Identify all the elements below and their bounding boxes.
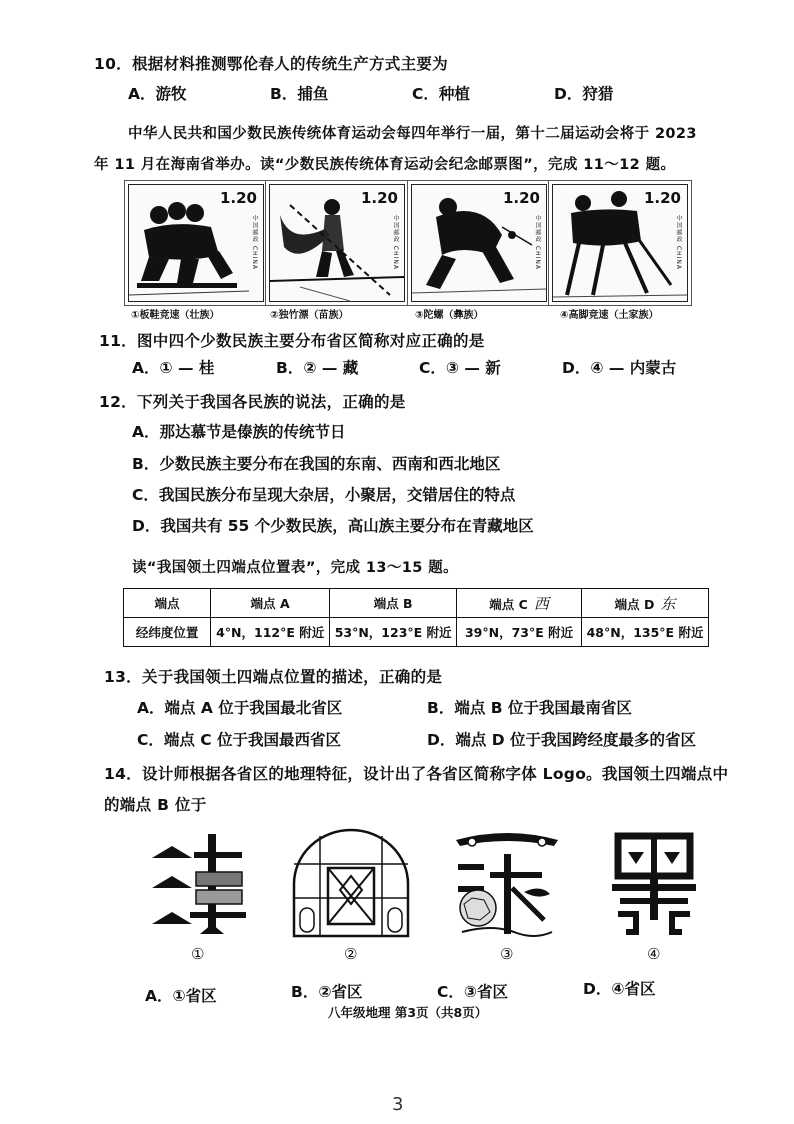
page-number: 3 <box>392 1094 404 1115</box>
material-2: 读“我国领土四端点位置表”，完成 13～15 题。 <box>132 560 459 576</box>
stamp-1 <box>128 184 264 302</box>
stamp-2 <box>269 184 405 302</box>
table-cell: 48°N，135°E 附近 <box>582 618 709 647</box>
logo-4-number: ④ <box>647 945 661 963</box>
table-cell: 53°N，123°E 附近 <box>330 618 457 647</box>
q14-option-d: D．④省区 <box>583 980 656 998</box>
page-footer: 八年级地理 第3页（共8页） <box>328 1005 488 1020</box>
q12-stem: 12．下列关于我国各民族的说法，正确的是 <box>99 393 406 411</box>
stamp-3-caption: ③陀螺（彝族） <box>415 310 484 321</box>
logo-2-icon <box>290 828 412 940</box>
material-1-line2: 年 11 月在海南省举办。读“少数民族传统体育运动会纪念邮票图”，完成 11～12 题。 <box>94 157 676 173</box>
table-cell: 4°N，112°E 附近 <box>211 618 330 647</box>
q13-option-d: D．端点 D 位于我国跨经度最多的省区 <box>427 731 697 749</box>
table-cell: 经纬度位置 <box>124 618 211 647</box>
handwritten-east: 东 <box>660 594 676 613</box>
table-header-label: 端点 D <box>614 596 655 612</box>
q13-option-c: C．端点 C 位于我国最西省区 <box>137 731 342 749</box>
q12-option-d: D．我国共有 55 个少数民族，高山族主要分布在青藏地区 <box>132 517 534 535</box>
q14-stem-line1: 14．设计师根据各省区的地理特征，设计出了各省区简称字体 Logo。我国领土四端点中 <box>104 765 729 783</box>
table-header-row <box>124 589 709 618</box>
logo-3-number: ③ <box>500 945 514 963</box>
q14-option-a: A．①省区 <box>145 987 217 1005</box>
stamp-4-price: 1.20 <box>643 189 681 207</box>
q12-option-c: C．我国民族分布呈现大杂居，小聚居，交错居住的特点 <box>132 486 516 504</box>
q11-option-d: D．④ — 内蒙古 <box>562 359 677 377</box>
q13-option-a: A．端点 A 位于我国最北省区 <box>137 699 343 717</box>
table-header-cell: 端点 <box>124 589 211 618</box>
stamp-1-country: 中国邮政 CHINA <box>251 215 258 270</box>
q10-option-d: D．狩猎 <box>554 85 614 103</box>
q13-stem: 13．关于我国领土四端点位置的描述，正确的是 <box>104 668 443 686</box>
q11-stem: 11．图中四个少数民族主要分布省区简称对应正确的是 <box>99 332 485 350</box>
q12-option-b: B．少数民族主要分布在我国的东南、西南和西北地区 <box>132 455 501 473</box>
table-header-cell <box>582 589 709 618</box>
stamp-1-price: 1.20 <box>219 189 257 207</box>
q11-option-c: C．③ — 新 <box>419 359 501 377</box>
stamp-4 <box>552 184 688 302</box>
stamp-4-country: 中国邮政 CHINA <box>675 215 682 270</box>
q11-option-a: A．① — 桂 <box>132 359 215 377</box>
q10-stem: 10．根据材料推测鄂伦春人的传统生产方式主要为 <box>94 55 448 73</box>
stamp-3 <box>411 184 547 302</box>
q13-option-b: B．端点 B 位于我国最南省区 <box>427 699 632 717</box>
table-header-cell: 端点 B <box>330 589 457 618</box>
stamp-3-price: 1.20 <box>502 189 540 207</box>
table-header-cell <box>457 589 582 618</box>
stamp-2-caption: ②独竹漂（苗族） <box>270 310 349 321</box>
stamp-strip <box>124 184 690 304</box>
logo-4-icon <box>606 828 702 940</box>
q14-option-c: C．③省区 <box>437 983 508 1001</box>
q14-option-b: B．②省区 <box>291 983 363 1001</box>
table-row <box>124 618 709 647</box>
endpoints-table <box>123 588 709 647</box>
q11-option-b: B．② — 藏 <box>276 359 359 377</box>
q10-option-b: B．捕鱼 <box>270 85 329 103</box>
logo-3-icon <box>452 828 562 940</box>
stamp-1-caption: ①板鞋竞速（壮族） <box>131 310 220 321</box>
table-header-cell: 端点 A <box>211 589 330 618</box>
stamp-2-country: 中国邮政 CHINA <box>392 215 399 270</box>
q10-option-c: C．种植 <box>412 85 470 103</box>
stamp-3-country: 中国邮政 CHINA <box>534 215 541 270</box>
material-1-line1: 中华人民共和国少数民族传统体育运动会每四年举行一届，第十二届运动会将于 2023 <box>128 126 697 142</box>
table-header-label: 端点 C <box>489 596 528 612</box>
stamp-4-caption: ④高脚竞速（土家族） <box>560 310 659 321</box>
logo-2-number: ② <box>344 945 358 963</box>
logo-1-icon <box>150 828 260 940</box>
logo-1-number: ① <box>191 945 205 963</box>
q10-option-a: A．游牧 <box>128 85 187 103</box>
stamp-2-price: 1.20 <box>360 189 398 207</box>
q12-option-a: A．那达慕节是傣族的传统节日 <box>132 423 346 441</box>
handwritten-west: 西 <box>533 594 549 613</box>
table-cell: 39°N，73°E 附近 <box>457 618 582 647</box>
q14-stem-line2: 的端点 B 位于 <box>104 796 207 814</box>
